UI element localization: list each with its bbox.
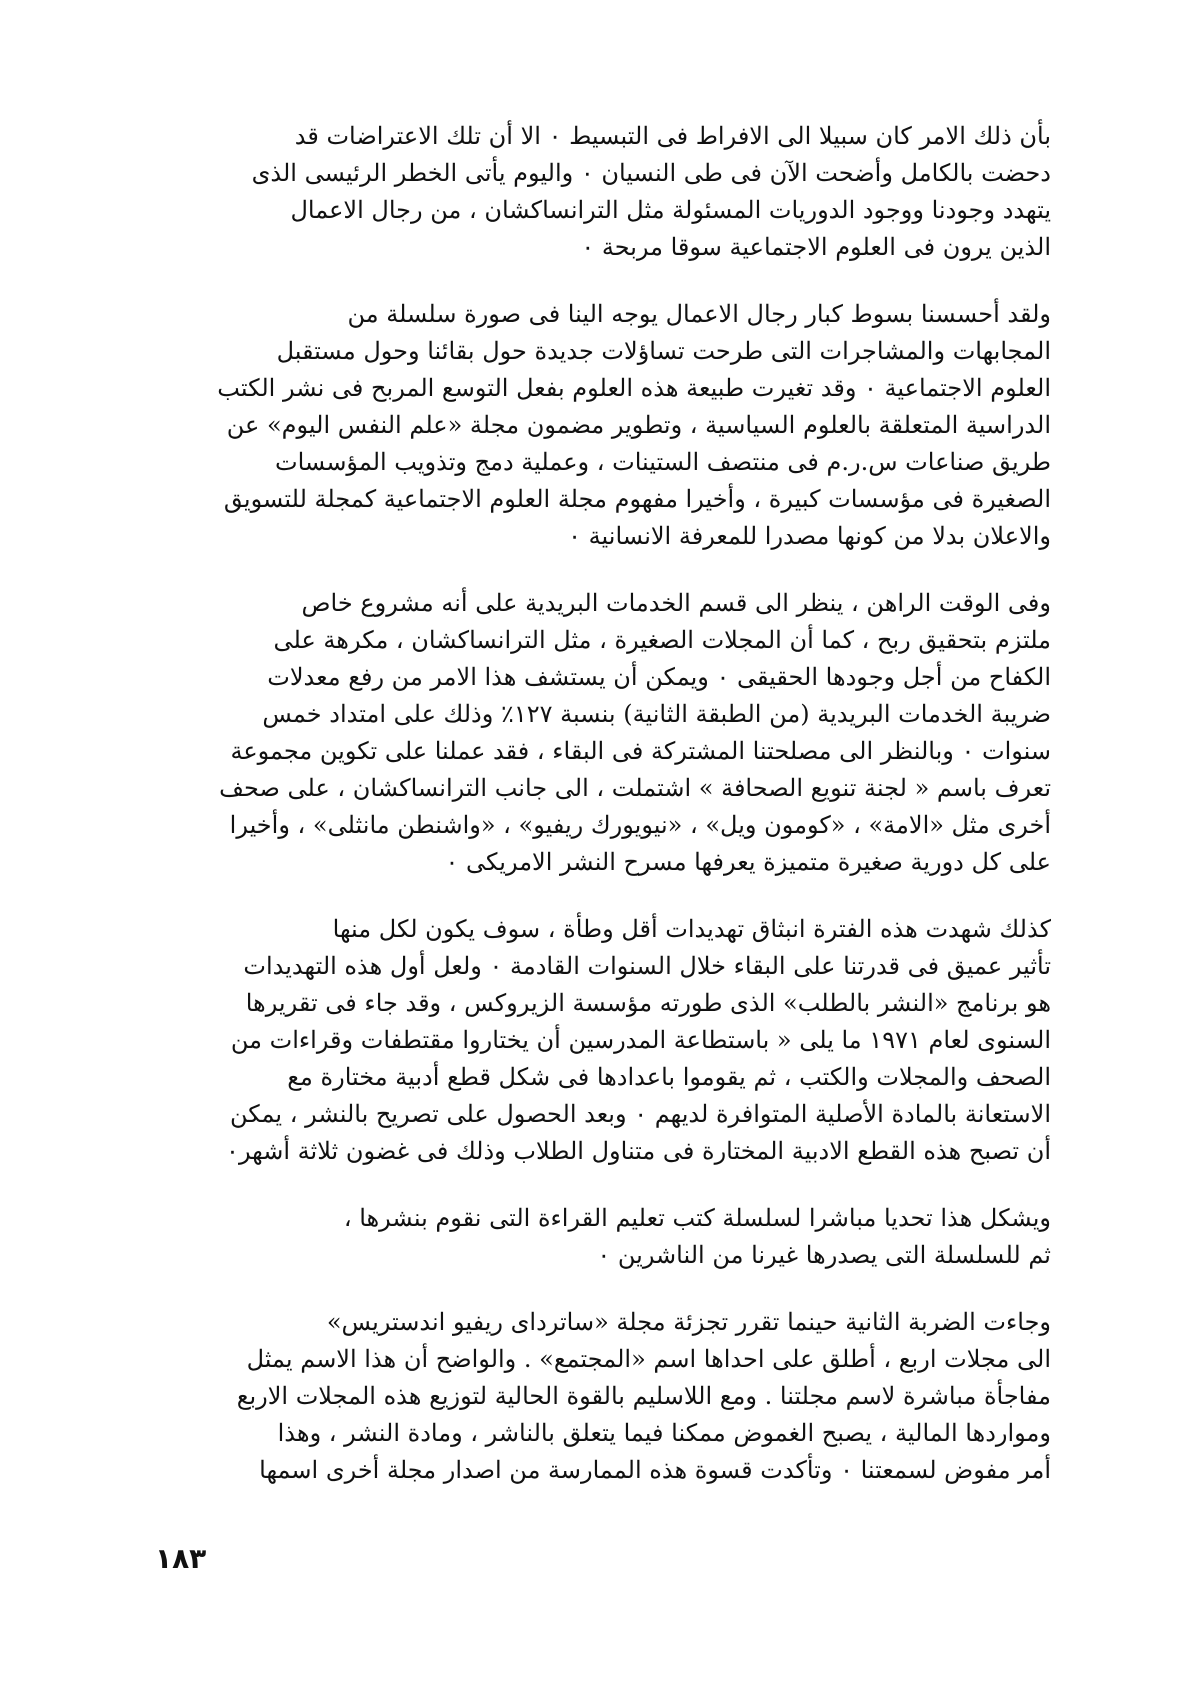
text-line: السنوى لعام ١٩٧١ ما يلى « باستطاعة المدرسين أن يختاروا مقتطفات وقراءات من — [230, 1026, 1051, 1054]
text-line: تعرف باسم « لجنة تنويع الصحافة » اشتملت ، الى جانب الترانساكشان ، على صحف — [219, 774, 1051, 802]
text-line: ومواردها المالية ، يصبح الغموض ممكنا فيما يتعلق بالناشر ، ومادة النشر ، وهذا — [277, 1419, 1051, 1447]
text-line: أن تصبح هذه القطع الادبية المختارة فى متناول الطلاب وذلك فى غضون ثلاثة أشهر۰ — [226, 1137, 1051, 1165]
text-line: العلوم الاجتماعية ۰ وقد تغيرت طبيعة هذه العلوم بفعل التوسع المربح فى نشر الكتب — [217, 374, 1051, 402]
text-line: على كل دورية صغيرة متميزة يعرفها مسرح النشر الامريكى ۰ — [445, 848, 1051, 876]
paragraph-3 — [168, 585, 1051, 881]
text-line: الصحف والمجلات والكتب ، ثم يقوموا باعدادها فى شكل قطع أدبية مختارة مع — [287, 1063, 1051, 1091]
text-line: يتهدد وجودنا ووجود الدوريات المسئولة مثل الترانساكشان ، من رجال الاعمال — [290, 196, 1051, 224]
text-line: الدراسية المتعلقة بالعلوم السياسية ، وتطوير مضمون مجلة «علم النفس اليوم» عن — [226, 411, 1051, 439]
text-line: بأن ذلك الامر كان سبيلا الى الافراط فى التبسيط ۰ الا أن تلك الاعتراضات قد — [294, 122, 1051, 150]
text-line: ويشكل هذا تحديا مباشرا لسلسلة كتب تعليم القراءة التى نقوم بنشرها ، — [343, 1204, 1051, 1232]
text-line: وجاءت الضربة الثانية حينما تقرر تجزئة مجلة «ساترداى ريفيو اندستريس» — [326, 1308, 1051, 1336]
text-line: دحضت بالكامل وأضحت الآن فى طى النسيان ۰ واليوم يأتى الخطر الرئيسى الذى — [251, 159, 1051, 187]
paragraph-2 — [168, 296, 1051, 555]
text-line: سنوات ۰ وبالنظر الى مصلحتنا المشتركة فى البقاء ، فقد عملنا على تكوين مجموعة — [230, 737, 1051, 765]
body-text — [168, 118, 1051, 1519]
paragraph-1 — [168, 118, 1051, 266]
page-number: ١٨٣ — [155, 1542, 207, 1575]
text-line: كذلك شهدت هذه الفترة انبثاق تهديدات أقل وطأة ، سوف يكون لكل منها — [332, 915, 1051, 943]
text-line: ملتزم بتحقيق ربح ، كما أن المجلات الصغيرة ، مثل الترانساكشان ، مكرهة على — [273, 626, 1051, 654]
text-line: أخرى مثل «الامة» ، «كومون ويل» ، «نيويورك ريفيو» ، «واشنطن مانثلى» ، وأخيرا — [229, 811, 1051, 839]
text-line: ثم للسلسلة التى يصدرها غيرنا من الناشرين ۰ — [597, 1241, 1051, 1269]
text-line: والاعلان بدلا من كونها مصدرا للمعرفة الانسانية ۰ — [568, 522, 1051, 550]
text-line: الاستعانة بالمادة الأصلية المتوافرة لديهم ۰ وبعد الحصول على تصريح بالنشر ، يمكن — [230, 1100, 1051, 1128]
text-line: تأثير عميق فى قدرتنا على البقاء خلال السنوات القادمة ۰ ولعل أول هذه التهديدات — [243, 952, 1051, 980]
text-line: الكفاح من أجل وجودها الحقيقى ۰ ويمكن أن يستشف هذا الامر من رفع معدلات — [267, 663, 1051, 691]
text-line: المجابهات والمشاجرات التى طرحت تساؤلات جديدة حول بقائنا وحول مستقبل — [276, 337, 1051, 365]
paragraph-6 — [168, 1304, 1051, 1489]
paragraph-5 — [168, 1200, 1051, 1274]
text-line: الصغيرة فى مؤسسات كبيرة ، وأخيرا مفهوم مجلة العلوم الاجتماعية كمجلة للتسويق — [223, 485, 1051, 513]
text-line: الذين يرون فى العلوم الاجتماعية سوقا مربحة ۰ — [581, 233, 1051, 261]
text-line: وفى الوقت الراهن ، ينظر الى قسم الخدمات البريدية على أنه مشروع خاص — [301, 589, 1051, 617]
text-line: طريق صناعات س.ر.م فى منتصف الستينات ، وعملية دمج وتذويب المؤسسات — [275, 448, 1051, 476]
text-line: ولقد أحسسنا بسوط كبار رجال الاعمال يوجه الينا فى صورة سلسلة من — [347, 300, 1051, 328]
text-line: ضريبة الخدمات البريدية (من الطبقة الثانية) بنسبة ١٢٧٪ وذلك على امتداد خمس — [262, 700, 1051, 728]
text-line: الى مجلات اربع ، أطلق على احداها اسم «المجتمع» . والواضح أن هذا الاسم يمثل — [246, 1345, 1051, 1373]
text-line: أمر مفوض لسمعتنا ۰ وتأكدت قسوة هذه الممارسة من اصدار مجلة أخرى اسمها — [259, 1456, 1051, 1484]
text-line: هو برنامج «النشر بالطلب» الذى طورته مؤسسة الزيروكس ، وقد جاء فى تقريرها — [245, 989, 1051, 1017]
paragraph-4 — [168, 911, 1051, 1170]
text-line: مفاجأة مباشرة لاسم مجلتنا . ومع اللاسليم بالقوة الحالية لتوزيع هذه المجلات الاربع — [236, 1382, 1051, 1410]
